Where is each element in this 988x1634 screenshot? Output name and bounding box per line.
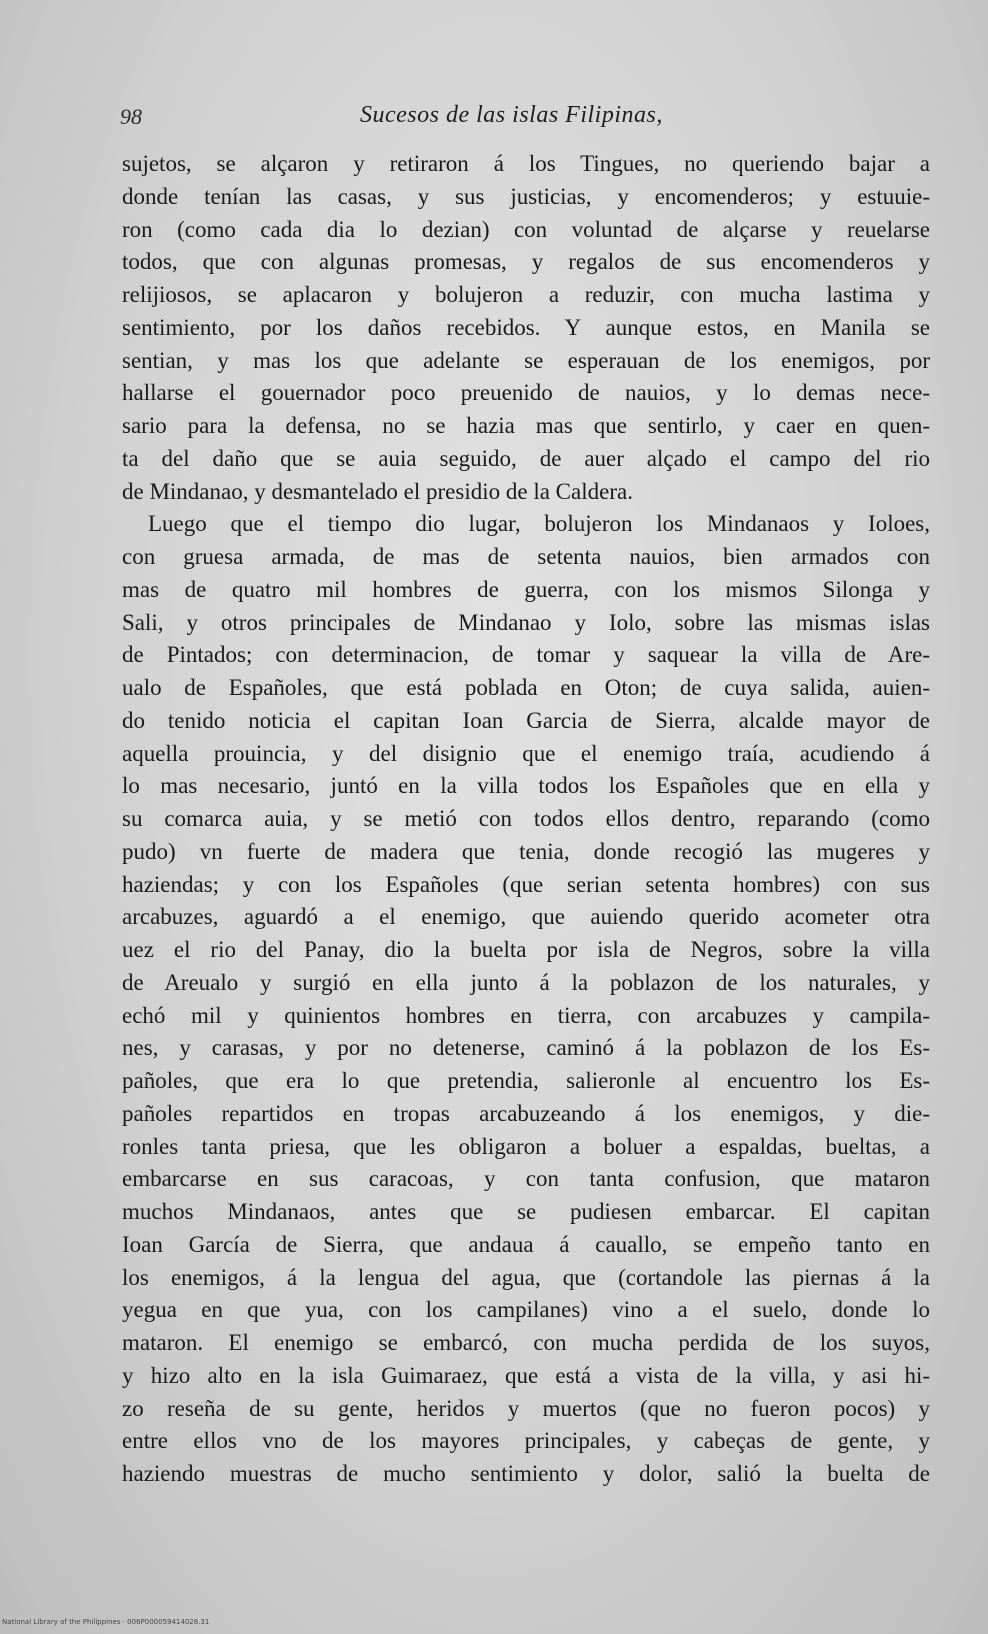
text-line: embarcarse en sus caracoas, y con tanta confusion, que mataron [122,1166,930,1192]
running-title: Sucesos de las islas Filipinas, [360,102,663,128]
text-line: sentimiento, por los daños recebidos. Y aunque estos, en Manila se [122,314,930,340]
text-line: ualo de Españoles, que está poblada en Oton; de cuya salida, auien- [122,675,930,700]
text-line: Luego que el tiempo dio lugar, bolujeron los Mindanaos y Ioloes, [148,511,930,537]
text-line: muchos Mindanaos, antes que se pudiesen embarcar. El capitan [122,1199,930,1224]
text-line: su comarca auia, y se metió con todos ellos dentro, reparando (como [122,806,930,831]
text-line: Sali, y otros principales de Mindanao y Iolo, sobre las mismas islas [122,609,930,635]
text-line: de Areualo y surgió en ella junto á la poblazon de los naturales, y [122,969,930,995]
text-line: mas de quatro mil hombres de guerra, con los mismos Silonga y [122,576,930,602]
page-header [120,98,920,134]
body-text [122,148,930,1491]
text-line: yegua en que yua, con los campilanes) vino a el suelo, donde lo [122,1297,930,1323]
text-line: los enemigos, á la lengua del agua, que (cortandole las piernas á la [122,1264,930,1290]
text-line: con gruesa armada, de mas de setenta nauios, bien armados con [122,544,930,569]
text-line: zo reseña de su gente, heridos y muertos (que no fueron pocos) y [122,1395,930,1421]
text-line: haziendas; y con los Españoles (que serian setenta hombres) con sus [122,871,930,897]
text-line: pañoles repartidos en tropas arcabuzeando á los enemigos, y die- [122,1100,930,1126]
text-line: sentian, y mas los que adelante se esperauan de los enemigos, por [122,347,930,373]
text-line: pudo) vn fuerte de madera que tenia, donde recogió las mugeres y [122,838,930,864]
text-line: do tenido noticia el capitan Ioan Garcia de Sierra, alcalde mayor de [122,707,930,733]
text-line: pañoles, que era lo que pretendia, salieronle al encuentro los Es- [122,1068,930,1093]
text-line: relijiosos, se aplacaron y bolujeron a reduzir, con mucha lastima y [122,282,930,307]
text-line: echó mil y quinientos hombres en tierra, con arcabuzes y campila- [122,1002,930,1028]
text-line: Ioan García de Sierra, que andaua á cauallo, se empeño tanto en [122,1231,930,1257]
text-line: lo mas necesario, juntó en la villa todos los Españoles que en ella y [122,773,930,799]
text-line: sujetos, se alçaron y retiraron á los Tingues, no queriendo bajar a [122,151,930,176]
text-line: nes, y carasas, y por no detenerse, caminó á la poblazon de los Es- [122,1035,930,1061]
text-line: y hizo alto en la isla Guimaraez, que está a vista de la villa, y asi hi- [122,1362,930,1388]
text-line: ron (como cada dia lo dezian) con voluntad de alçarse y reuelarse [122,216,930,242]
text-line: aquella prouincia, y del disignio que el enemigo traía, acudiendo á [122,740,930,766]
text-line: haziendo muestras de mucho sentimiento y dolor, salió la buelta de [122,1461,930,1486]
page-number: 98 [120,104,142,129]
text-line: todos, que con algunas promesas, y regalos de sus encomenderos y [122,249,930,275]
text-line: ronles tanta priesa, que les obligaron a boluer a espaldas, bueltas, a [122,1133,930,1159]
text-line: mataron. El enemigo se embarcó, con mucha perdida de los suyos, [122,1330,930,1355]
text-line: arcabuzes, aguardó a el enemigo, que auiendo querido acometer otra [122,904,930,930]
text-line: entre ellos vno de los mayores principales, y cabeças de gente, y [122,1428,930,1454]
text-line: de Mindanao, y desmantelado el presidio de la Caldera. [122,478,633,504]
text-line: sario para la defensa, no se hazia mas que sentirlo, y caer en quen- [122,413,930,438]
scan-credit: National Library of the Philippines · 006P000059414028.31 [2,1618,210,1626]
text-line: donde tenían las casas, y sus justicias, y encomenderos; y estuuie- [122,183,930,209]
text-line: ta del daño que se auia seguido, de auer alçado el campo del rio [122,445,930,471]
text-line: de Pintados; con determinacion, de tomar y saquear la villa de Are- [122,642,930,668]
text-line: hallarse el gouernador poco preuenido de nauios, y lo demas nece- [122,380,930,406]
text-line: uez el rio del Panay, dio la buelta por isla de Negros, sobre la villa [122,937,930,962]
